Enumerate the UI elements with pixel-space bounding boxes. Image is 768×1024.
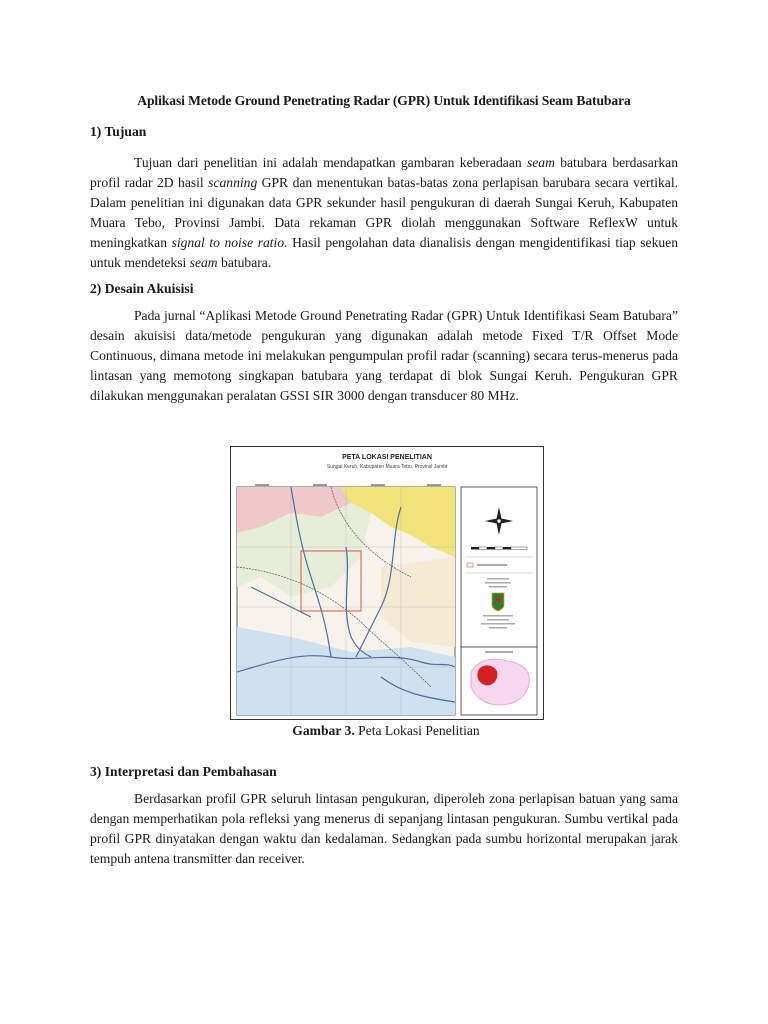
paragraph-desain-akuisisi xyxy=(90,306,678,406)
paragraph-run: Pada jurnal “Aplikasi Metode Ground Penetrating Radar (GPR) Untuk Identifikasi Seam Batubara” desain akuisisi data/metode pengukuran yang digunakan adalah metode Fixed T/R Offset Mode Continuous, dimana metode ini melakukan pengumpulan profil radar (scanning) secara terus-menerus pada lintasan yang memotong singkapan batubara yang terdapat di blok Sungai Keruh. Pengukuran GPR dilakukan menggunakan peralatan GSSI SIR 3000 dengan transducer 80 MHz. xyxy=(90,308,678,403)
paragraph-run: Hasil pengolahan data dianalisis dengan mengidentifikasi tiap sekuen untuk mendeteksi xyxy=(90,235,678,270)
paragraph-run: seam xyxy=(526,155,555,170)
inset-province-outline xyxy=(471,659,529,705)
map-subtitle: Sungai Keruh, Kabupaten Muara Tebo, Provinsi Jambi xyxy=(326,464,448,470)
map-frame-ticks xyxy=(255,484,441,486)
paragraph-run: GPR dan menentukan batas-batas zona perlapisan barubara secara vertikal. Dalam penelitian ini digunakan data GPR sekunder hasil pengukuran di daerah Sungai Keruh, Kabupaten Muara Tebo, Provinsi Jambi. Data rekaman GPR diolah menggunakan Software ReflexW untuk meningkatkan xyxy=(90,175,678,250)
map-figure xyxy=(230,446,544,720)
document-title: Aplikasi Metode Ground Penetrating Radar (GPR) Untuk Identifikasi Seam Batubara xyxy=(137,93,631,108)
section-heading-tujuan: 1) Tujuan xyxy=(90,124,147,139)
paragraph-run: seam xyxy=(189,255,218,270)
map-graphic xyxy=(231,447,543,719)
paragraph-run: batubara berdasarkan profil radar 2D hasil xyxy=(90,155,678,190)
paragraph-interpretasi xyxy=(90,789,678,869)
paragraph-run: batubara. xyxy=(217,255,272,270)
university-logo-icon xyxy=(492,593,504,611)
paragraph-run: signal to noise ratio. xyxy=(171,235,288,250)
section-heading-interpretasi: 3) Interpretasi dan Pembahasan xyxy=(90,764,277,779)
figure-caption-label: Gambar 3. xyxy=(292,723,355,738)
paragraph-run: scanning xyxy=(208,175,258,190)
paragraph-tujuan xyxy=(90,153,678,273)
section-heading-desain-akuisisi: 2) Desain Akuisisi xyxy=(90,281,194,296)
paragraph-run: Berdasarkan profil GPR seluruh lintasan pengukuran, diperoleh zona perlapisan batuan yang sama dengan memperhatikan pola refleksi yang menerus di sepanjang lintasan pengukuran. Sumbu vertikal pada profil GPR dinyatakan dengan waktu dan kedalaman. Sedangkan pada sumbu horizontal merupakan jarak tempuh antena transmitter dan receiver. xyxy=(90,791,678,866)
paragraph-run: Tujuan dari penelitian ini adalah mendapatkan gambaran keberadaan xyxy=(134,155,527,170)
scale-bar xyxy=(471,547,527,550)
map-title: PETA LOKASI PENELITIAN xyxy=(342,454,432,461)
figure-caption xyxy=(230,723,542,739)
figure-caption-text: Peta Lokasi Penelitian xyxy=(354,723,480,738)
